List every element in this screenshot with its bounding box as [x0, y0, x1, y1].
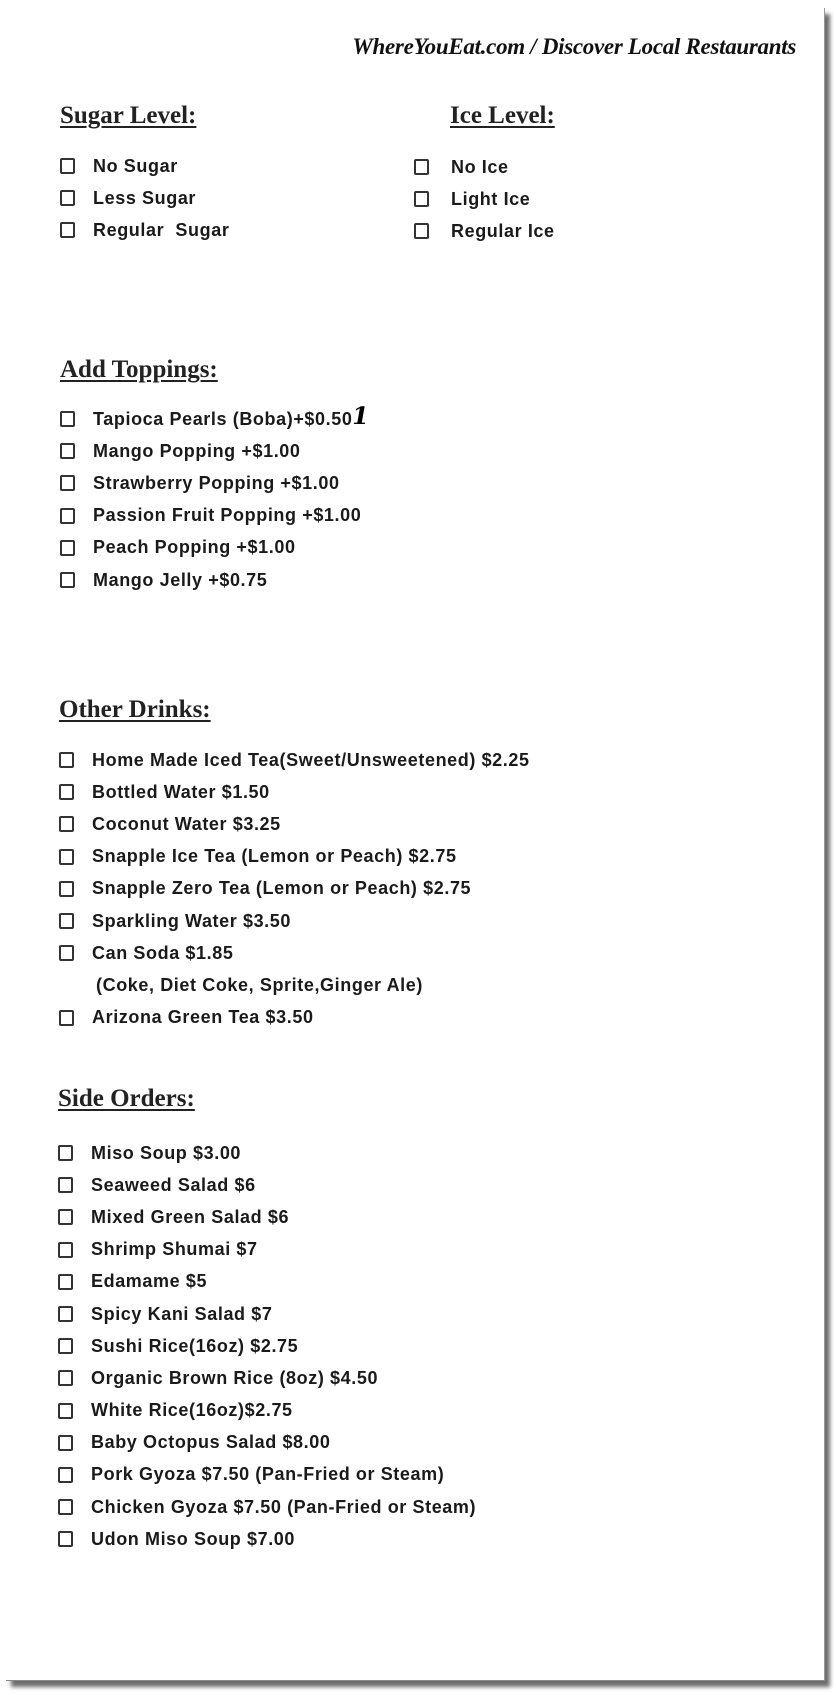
side-item[interactable]	[58, 1234, 476, 1266]
option-no-ice[interactable]	[414, 151, 555, 183]
option-label: White Rice(16oz)$2.75	[91, 1400, 293, 1421]
topping-tapioca-pearls[interactable]	[60, 401, 372, 435]
checkbox[interactable]	[59, 913, 74, 929]
topping-item[interactable]	[60, 467, 361, 499]
option-label: Regular Sugar	[93, 219, 230, 240]
drink-item[interactable]	[59, 905, 530, 937]
checkbox[interactable]	[58, 1306, 73, 1322]
option-label: Baby Octopus Salad $8.00	[91, 1432, 331, 1453]
checkbox[interactable]	[58, 1467, 73, 1483]
checkbox[interactable]	[59, 945, 74, 961]
checkbox[interactable]	[59, 881, 74, 897]
option-label: Snapple Zero Tea (Lemon or Peach) $2.75	[92, 878, 472, 899]
checkbox[interactable]	[59, 1010, 74, 1026]
topping-item[interactable]	[60, 564, 361, 596]
option-label: Sparkling Water $3.50	[92, 910, 292, 931]
option-label: Sushi Rice(16oz) $2.75	[91, 1335, 299, 1356]
side-item[interactable]	[58, 1427, 476, 1459]
checkbox[interactable]	[59, 784, 74, 800]
checkbox[interactable]	[414, 191, 429, 207]
side-item[interactable]	[58, 1169, 476, 1201]
checkbox[interactable]	[58, 1531, 73, 1547]
other-drinks-heading: Other Drinks:	[59, 696, 211, 723]
option-regular-ice[interactable]	[414, 215, 555, 247]
checkbox[interactable]	[60, 411, 75, 427]
side-item[interactable]	[58, 1362, 476, 1394]
option-label: Mango Jelly +$0.75	[93, 569, 268, 590]
checkbox[interactable]	[60, 443, 75, 459]
option-label: Home Made Iced Tea(Sweet/Unsweetened) $2.25	[92, 749, 530, 770]
drinks-list	[59, 744, 530, 1034]
option-label: Mango Popping +$1.00	[93, 440, 301, 461]
checkbox[interactable]	[414, 159, 429, 175]
menu-page	[6, 8, 825, 1681]
option-label: Chicken Gyoza $7.50 (Pan-Fried or Steam)	[91, 1496, 477, 1517]
add-toppings-heading: Add Toppings:	[60, 356, 218, 383]
soda-flavors-note: (Coke, Diet Coke, Sprite,Ginger Ale)	[96, 974, 423, 995]
ice-level-options	[414, 151, 555, 248]
option-label: Miso Soup $3.00	[91, 1142, 242, 1163]
topping-item[interactable]	[60, 435, 361, 467]
option-label: Peach Popping +$1.00	[93, 537, 296, 558]
checkbox[interactable]	[60, 572, 75, 588]
checkbox[interactable]	[414, 223, 429, 239]
option-label: Less Sugar	[93, 187, 197, 208]
checkbox[interactable]	[58, 1338, 73, 1354]
option-light-ice[interactable]	[414, 183, 555, 215]
option-label: Strawberry Popping +$1.00	[93, 472, 340, 493]
option-label: Coconut Water $3.25	[92, 813, 281, 834]
checkbox[interactable]	[60, 158, 75, 174]
option-label: Shrimp Shumai $7	[91, 1239, 258, 1260]
option-label: No Sugar	[93, 155, 178, 176]
side-item[interactable]	[58, 1523, 476, 1555]
drink-item[interactable]	[59, 808, 530, 840]
option-no-sugar[interactable]	[60, 150, 229, 182]
option-label: Snapple Ice Tea (Lemon or Peach) $2.75	[92, 846, 457, 867]
handwritten-correction: 1	[349, 401, 372, 430]
topping-item[interactable]	[60, 532, 361, 564]
option-label: No Ice	[451, 156, 509, 177]
checkbox[interactable]	[58, 1274, 73, 1290]
checkbox[interactable]	[60, 222, 75, 238]
option-label: Mixed Green Salad $6	[91, 1206, 290, 1227]
option-less-sugar[interactable]	[60, 182, 229, 214]
drink-item[interactable]	[59, 873, 530, 905]
side-item[interactable]	[58, 1266, 476, 1298]
side-orders-list	[58, 1137, 476, 1555]
drink-item[interactable]	[59, 744, 530, 776]
option-label: Bottled Water $1.50	[92, 781, 270, 802]
sugar-level-heading: Sugar Level:	[60, 102, 197, 129]
checkbox[interactable]	[58, 1177, 73, 1193]
side-item[interactable]	[58, 1330, 476, 1362]
site-title: WhereYouEat.com / Discover Local Restaurants	[352, 34, 796, 59]
option-label: Light Ice	[451, 188, 531, 209]
side-item[interactable]	[58, 1395, 476, 1427]
option-label: Tapioca Pearls (Boba)+$0.50	[93, 408, 353, 429]
option-label: Can Soda $1.85	[92, 942, 234, 963]
checkbox[interactable]	[60, 508, 75, 524]
checkbox[interactable]	[58, 1209, 73, 1225]
option-label: Passion Fruit Popping +$1.00	[93, 505, 362, 526]
checkbox[interactable]	[60, 540, 75, 556]
option-label: Udon Miso Soup $7.00	[91, 1528, 296, 1549]
option-label: Seaweed Salad $6	[91, 1174, 256, 1195]
checkbox[interactable]	[58, 1370, 73, 1386]
checkbox[interactable]	[58, 1435, 73, 1451]
option-label: Organic Brown Rice (8oz) $4.50	[91, 1367, 379, 1388]
drink-item[interactable]	[59, 776, 530, 808]
toppings-list	[60, 401, 372, 596]
topping-item[interactable]	[60, 500, 361, 532]
side-item[interactable]	[58, 1491, 476, 1523]
side-orders-heading: Side Orders:	[58, 1085, 195, 1112]
checkbox[interactable]	[59, 849, 74, 865]
checkbox[interactable]	[59, 752, 74, 768]
option-label: Spicy Kani Salad $7	[91, 1303, 273, 1324]
checkbox[interactable]	[58, 1499, 73, 1515]
side-item[interactable]	[58, 1201, 476, 1233]
option-label: Arizona Green Tea $3.50	[92, 1007, 314, 1028]
side-item[interactable]	[58, 1137, 476, 1169]
drink-item-can-soda[interactable]	[59, 937, 530, 969]
ice-level-heading: Ice Level:	[450, 102, 555, 129]
side-item[interactable]	[58, 1459, 476, 1491]
sugar-level-options	[60, 150, 229, 247]
option-label: Edamame $5	[91, 1271, 208, 1292]
option-label: Pork Gyoza $7.50 (Pan-Fried or Steam)	[91, 1464, 445, 1485]
side-item[interactable]	[58, 1298, 476, 1330]
checkbox[interactable]	[58, 1145, 73, 1161]
checkbox[interactable]	[59, 816, 74, 832]
checkbox[interactable]	[58, 1403, 73, 1419]
checkbox[interactable]	[60, 475, 75, 491]
checkbox[interactable]	[58, 1242, 73, 1258]
option-regular-sugar[interactable]	[60, 214, 229, 246]
checkbox[interactable]	[60, 190, 75, 206]
drink-item[interactable]	[59, 1002, 530, 1034]
drink-item[interactable]	[59, 841, 530, 873]
option-label: Regular Ice	[451, 220, 555, 241]
